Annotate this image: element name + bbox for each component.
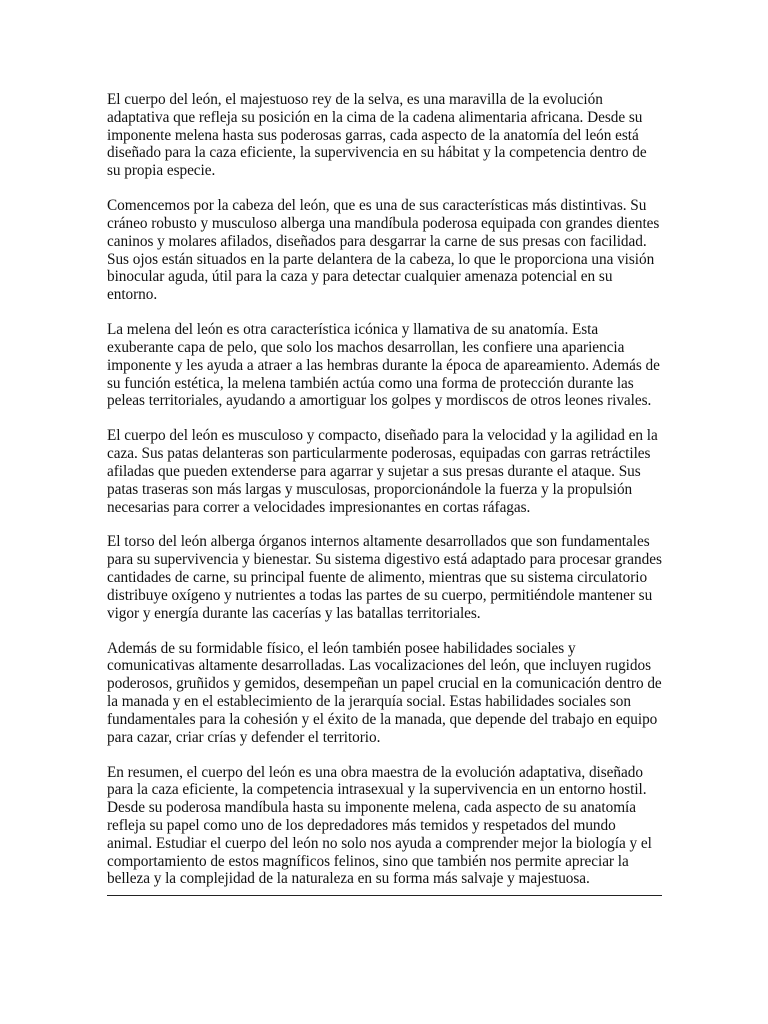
paragraph-social: Además de su formidable físico, el león también posee habilidades sociales y comunicativas altamente desarrolladas. Las vocalizaciones del león, que incluyen rugidos poderosos, gruñidos y gemidos, desempeñan un papel crucial en la comunicación dentro de la manada y en el establecimiento de la jerarquía social. Estas habilidades sociales son fundamentales para la cohesión y el éxito de la manada, que depende del trabajo en equipo para cazar, criar crías y defender el territorio. [107, 639, 662, 746]
end-divider [107, 895, 662, 896]
paragraph-body: El cuerpo del león es musculoso y compacto, diseñado para la velocidad y la agilidad en la caza. Sus patas delanteras son particularmente poderosas, equipadas con garras retráctiles afiladas que pueden extenderse para agarrar y sujetar a sus presas durante el ataque. Sus patas traseras son más largas y musculosas, proporcionándole la fuerza y la propulsión necesarias para correr a velocidades impresionantes en cortas ráfagas. [107, 427, 658, 516]
paragraph-intro: El cuerpo del león, el majestuoso rey de la selva, es una maravilla de la evolución adaptativa que refleja su posición en la cima de la cadena alimentaria africana. Desde su imponente melena hasta sus poderosas garras, cada aspecto de la anatomía del león está diseñado para la caza eficiente, la supervivencia en su hábitat y la competencia dentro de su propia especie. [107, 91, 647, 180]
paragraph-head: Comencemos por la cabeza del león, que es una de sus características más distintivas. Su cráneo robusto y musculoso alberga una mandíbula poderosa equipada con grandes dientes caninos y molares afilados, diseñados para desgarrar la carne de sus presas con facilidad. Sus ojos están situados en la parte delantera de la cabeza, lo que le proporciona una visión binocular aguda, útil para la caza y para detectar cualquier amenaza potencial en su entorno. [107, 197, 660, 304]
document-body [107, 91, 663, 888]
paragraph-mane: La melena del león es otra característica icónica y llamativa de su anatomía. Esta exuberante capa de pelo, que solo los machos desarrollan, les confiere una apariencia imponente y les ayuda a atraer a las hembras durante la época de apareamiento. Además de su función estética, la melena también actúa como una forma de protección durante las peleas territoriales, ayudando a amortiguar los golpes y mordiscos de otros leones rivales. [107, 321, 660, 410]
paragraph-summary: En resumen, el cuerpo del león es una obra maestra de la evolución adaptativa, diseñado para la caza eficiente, la competencia intrasexual y la supervivencia en un entorno hostil. Desde su poderosa mandíbula hasta su imponente melena, cada aspecto de su anatomía refleja su papel como uno de los depredadores más temidos y respetados del mundo animal. Estudiar el cuerpo del león no solo nos ayuda a comprender mejor la biología y el comportamiento de estos magníficos felinos, sino que también nos permite apreciar la belleza y la complejidad de la naturaleza en su forma más salvaje y majestuosa. [107, 763, 652, 888]
paragraph-torso: El torso del león alberga órganos internos altamente desarrollados que son fundamentales para su supervivencia y bienestar. Su sistema digestivo está adaptado para procesar grandes cantidades de carne, su principal fuente de alimento, mientras que su sistema circulatorio distribuye oxígeno y nutrientes a todas las partes de su cuerpo, permitiéndole mantener su vigor y energía durante las cacerías y las batallas territoriales. [107, 533, 662, 622]
